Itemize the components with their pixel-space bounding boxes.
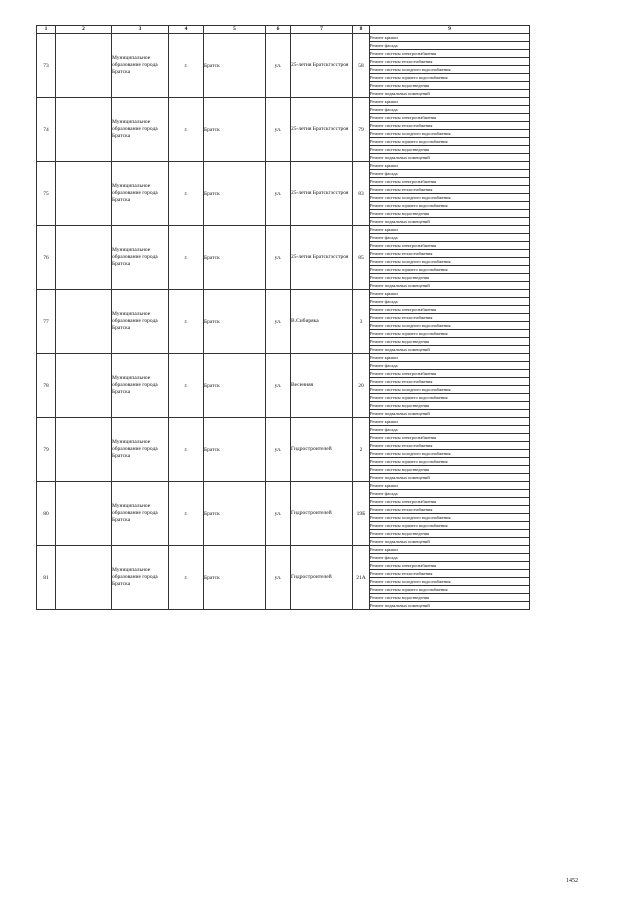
municipality-name: Муниципальное образование города Братска [112, 290, 169, 354]
work-item: Ремонт системы теплоснабжения [370, 442, 530, 450]
work-item: Ремонт системы холодного водоснабжения [370, 194, 530, 202]
table-row [37, 418, 530, 426]
work-item: Ремонт системы теплоснабжения [370, 58, 530, 66]
street-type: ул. [266, 482, 291, 546]
municipality-name: Муниципальное образование города Братска [112, 162, 169, 226]
settlement-type: г. [169, 418, 204, 482]
record-number: 74 [37, 98, 56, 162]
work-item: Ремонт системы холодного водоснабжения [370, 514, 530, 522]
street-type: ул. [266, 162, 291, 226]
house-number: 3 [353, 290, 370, 354]
col-header: 5 [204, 26, 266, 34]
work-item: Ремонт системы горячего водоснабжения [370, 330, 530, 338]
record-number: 79 [37, 418, 56, 482]
house-number: 83 [353, 162, 370, 226]
street-name: 25-летия Братскгэсстроя [291, 34, 353, 98]
work-item: Ремонт системы водоотведения [370, 594, 530, 602]
work-item: Ремонт системы горячего водоснабжения [370, 586, 530, 594]
work-item: Ремонт крыши [370, 482, 530, 490]
work-item: Ремонт системы теплоснабжения [370, 186, 530, 194]
work-item: Ремонт крыши [370, 418, 530, 426]
settlement-name: Братск [204, 482, 266, 546]
table-row [37, 162, 530, 170]
work-item: Ремонт системы водоотведения [370, 274, 530, 282]
col-header: 3 [112, 26, 169, 34]
record-number: 76 [37, 226, 56, 290]
street-name: 25-летия Братскгэсстроя [291, 162, 353, 226]
street-name: Весенняя [291, 354, 353, 418]
record-number: 77 [37, 290, 56, 354]
work-item: Ремонт подвальных помещений [370, 474, 530, 482]
municipality-name: Муниципальное образование города Братска [112, 546, 169, 610]
empty-cell [56, 546, 112, 610]
empty-cell [56, 98, 112, 162]
work-item: Ремонт системы электроснабжения [370, 178, 530, 186]
house-number: 20 [353, 354, 370, 418]
work-item: Ремонт фасада [370, 426, 530, 434]
house-number: 58 [353, 34, 370, 98]
work-item: Ремонт системы водоотведения [370, 210, 530, 218]
col-header: 7 [291, 26, 353, 34]
work-item: Ремонт подвальных помещений [370, 602, 530, 610]
work-item: Ремонт системы электроснабжения [370, 434, 530, 442]
work-item: Ремонт подвальных помещений [370, 538, 530, 546]
col-header: 4 [169, 26, 204, 34]
settlement-type: г. [169, 34, 204, 98]
work-item: Ремонт системы электроснабжения [370, 242, 530, 250]
table-row [37, 354, 530, 362]
street-type: ул. [266, 354, 291, 418]
table-row [37, 226, 530, 234]
table-row [37, 290, 530, 298]
street-name: Гидростроителей [291, 418, 353, 482]
street-type: ул. [266, 226, 291, 290]
work-item: Ремонт системы водоотведения [370, 82, 530, 90]
work-item: Ремонт системы холодного водоснабжения [370, 322, 530, 330]
table-row [37, 34, 530, 42]
settlement-name: Братск [204, 98, 266, 162]
work-item: Ремонт подвальных помещений [370, 346, 530, 354]
settlement-name: Братск [204, 162, 266, 226]
work-item: Ремонт системы теплоснабжения [370, 378, 530, 386]
settlement-type: г. [169, 226, 204, 290]
settlement-type: г. [169, 98, 204, 162]
work-item: Ремонт системы горячего водоснабжения [370, 394, 530, 402]
work-item: Ремонт системы горячего водоснабжения [370, 458, 530, 466]
municipality-name: Муниципальное образование города Братска [112, 98, 169, 162]
house-number: 85 [353, 226, 370, 290]
record-number: 80 [37, 482, 56, 546]
work-item: Ремонт фасада [370, 362, 530, 370]
municipality-name: Муниципальное образование города Братска [112, 34, 169, 98]
street-name: 25-летия Братскгэсстроя [291, 98, 353, 162]
repair-register-table [36, 25, 530, 610]
work-item: Ремонт системы водоотведения [370, 402, 530, 410]
work-item: Ремонт крыши [370, 162, 530, 170]
work-item: Ремонт фасада [370, 298, 530, 306]
work-item: Ремонт фасада [370, 106, 530, 114]
settlement-name: Братск [204, 226, 266, 290]
work-item: Ремонт системы теплоснабжения [370, 506, 530, 514]
street-type: ул. [266, 98, 291, 162]
empty-cell [56, 290, 112, 354]
work-item: Ремонт крыши [370, 354, 530, 362]
work-item: Ремонт фасада [370, 170, 530, 178]
work-item: Ремонт системы холодного водоснабжения [370, 386, 530, 394]
empty-cell [56, 482, 112, 546]
street-type: ул. [266, 546, 291, 610]
table-row [37, 98, 530, 106]
municipality-name: Муниципальное образование города Братска [112, 354, 169, 418]
work-item: Ремонт системы горячего водоснабжения [370, 266, 530, 274]
table-body [37, 34, 530, 610]
table-row [37, 482, 530, 490]
settlement-name: Братск [204, 354, 266, 418]
work-item: Ремонт системы холодного водоснабжения [370, 578, 530, 586]
house-number: 79 [353, 98, 370, 162]
work-item: Ремонт системы горячего водоснабжения [370, 202, 530, 210]
table-row [37, 546, 530, 554]
work-item: Ремонт крыши [370, 546, 530, 554]
work-item: Ремонт подвальных помещений [370, 410, 530, 418]
street-name: 25-летия Братскгэсстроя [291, 226, 353, 290]
work-item: Ремонт системы теплоснабжения [370, 122, 530, 130]
work-item: Ремонт подвальных помещений [370, 90, 530, 98]
work-item: Ремонт системы горячего водоснабжения [370, 138, 530, 146]
work-item: Ремонт системы горячего водоснабжения [370, 74, 530, 82]
col-header: 1 [37, 26, 56, 34]
work-item: Ремонт системы теплоснабжения [370, 314, 530, 322]
record-number: 81 [37, 546, 56, 610]
work-item: Ремонт системы водоотведения [370, 338, 530, 346]
empty-cell [56, 162, 112, 226]
street-type: ул. [266, 418, 291, 482]
work-item: Ремонт системы холодного водоснабжения [370, 258, 530, 266]
settlement-type: г. [169, 546, 204, 610]
work-item: Ремонт системы электроснабжения [370, 370, 530, 378]
header-row [37, 26, 530, 34]
settlement-name: Братск [204, 546, 266, 610]
work-item: Ремонт системы холодного водоснабжения [370, 66, 530, 74]
record-number: 78 [37, 354, 56, 418]
empty-cell [56, 226, 112, 290]
settlement-name: Братск [204, 418, 266, 482]
house-number: 21А [353, 546, 370, 610]
work-item: Ремонт фасада [370, 554, 530, 562]
street-name: В.Сибиряка [291, 290, 353, 354]
house-number: 2 [353, 418, 370, 482]
empty-cell [56, 418, 112, 482]
work-item: Ремонт фасада [370, 42, 530, 50]
municipality-name: Муниципальное образование города Братска [112, 418, 169, 482]
record-number: 73 [37, 34, 56, 98]
work-item: Ремонт крыши [370, 98, 530, 106]
settlement-type: г. [169, 354, 204, 418]
work-item: Ремонт системы теплоснабжения [370, 250, 530, 258]
street-type: ул. [266, 34, 291, 98]
work-item: Ремонт системы холодного водоснабжения [370, 450, 530, 458]
work-item: Ремонт системы водоотведения [370, 466, 530, 474]
work-item: Ремонт системы холодного водоснабжения [370, 130, 530, 138]
house-number: 19Б [353, 482, 370, 546]
record-number: 75 [37, 162, 56, 226]
work-item: Ремонт фасада [370, 490, 530, 498]
work-item: Ремонт системы горячего водоснабжения [370, 522, 530, 530]
work-item: Ремонт подвальных помещений [370, 282, 530, 290]
settlement-type: г. [169, 162, 204, 226]
street-name: Гидростроителей [291, 482, 353, 546]
work-item: Ремонт крыши [370, 34, 530, 42]
work-item: Ремонт подвальных помещений [370, 218, 530, 226]
work-item: Ремонт системы теплоснабжения [370, 570, 530, 578]
empty-cell [56, 354, 112, 418]
settlement-name: Братск [204, 34, 266, 98]
street-type: ул. [266, 290, 291, 354]
col-header: 6 [266, 26, 291, 34]
work-item: Ремонт системы электроснабжения [370, 50, 530, 58]
col-header: 8 [353, 26, 370, 34]
municipality-name: Муниципальное образование города Братска [112, 482, 169, 546]
settlement-name: Братск [204, 290, 266, 354]
work-item: Ремонт крыши [370, 226, 530, 234]
page-number: 1452 [566, 878, 578, 884]
work-item: Ремонт системы электроснабжения [370, 562, 530, 570]
empty-cell [56, 34, 112, 98]
work-item: Ремонт системы электроснабжения [370, 114, 530, 122]
settlement-type: г. [169, 290, 204, 354]
col-header: 9 [370, 26, 530, 34]
work-item: Ремонт подвальных помещений [370, 154, 530, 162]
col-header: 2 [56, 26, 112, 34]
work-item: Ремонт системы электроснабжения [370, 306, 530, 314]
municipality-name: Муниципальное образование города Братска [112, 226, 169, 290]
work-item: Ремонт фасада [370, 234, 530, 242]
work-item: Ремонт системы водоотведения [370, 146, 530, 154]
street-name: Гидростроителей [291, 546, 353, 610]
work-item: Ремонт системы водоотведения [370, 530, 530, 538]
work-item: Ремонт системы электроснабжения [370, 498, 530, 506]
settlement-type: г. [169, 482, 204, 546]
work-item: Ремонт крыши [370, 290, 530, 298]
